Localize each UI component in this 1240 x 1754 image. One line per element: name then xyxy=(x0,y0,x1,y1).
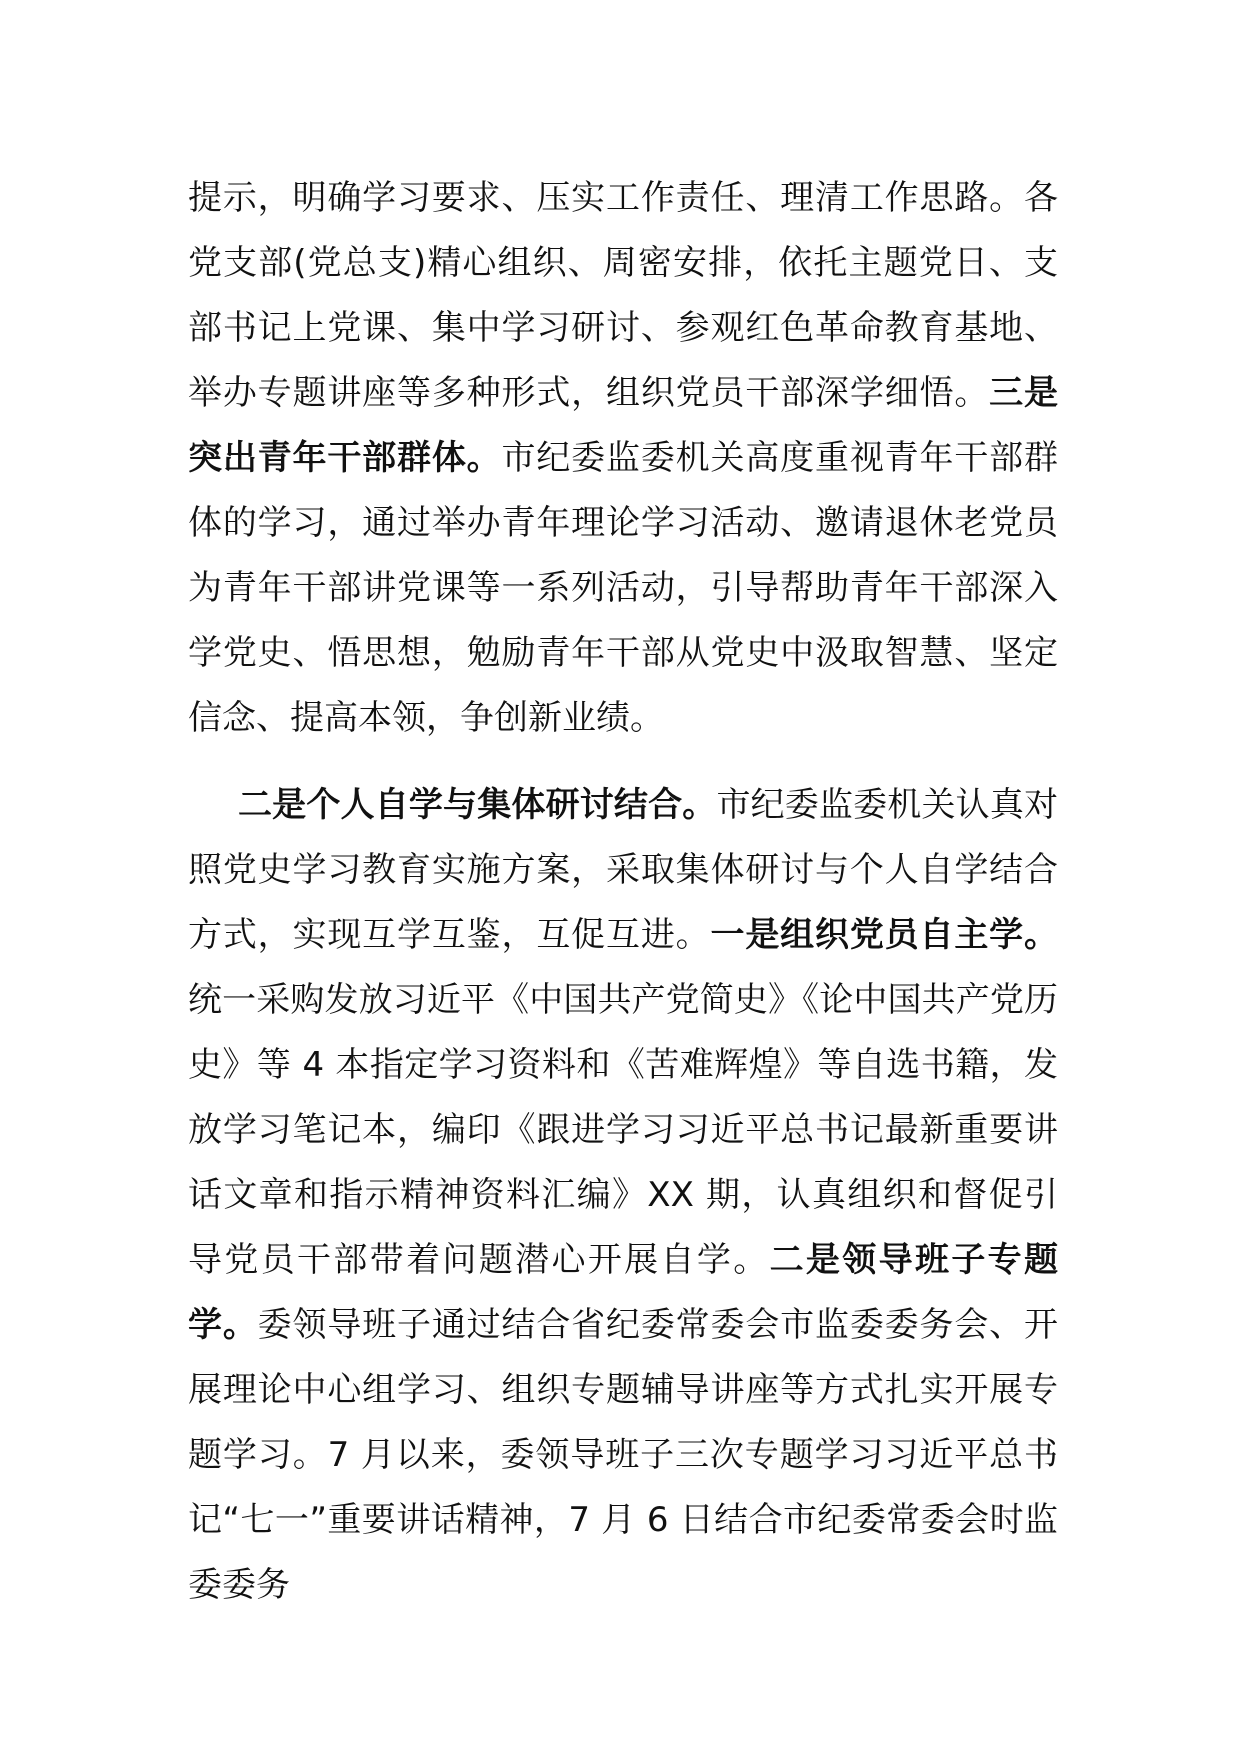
heading-run: 三是突出青年干部群体。 xyxy=(188,373,1059,478)
text-run: 委领导班子通过结合省纪委常委会市监委委务会、开展理论中心组学习、组织专题辅导讲座等方式扎实开展专题学习。7 月以来，委领导班子三次专题学习习近平总书记“七一”重要讲话精神，7 月 6 日结合市纪委常委会时监委委务 xyxy=(188,1305,1059,1605)
text-run: 提示，明确学习要求、压实工作责任、理清工作思路。各党支部(党总支)精心组织、周密安排，依托主题党日、支部书记上党课、集中学习研讨、参观红色革命教育基地、举办专题讲座等多种形式，组织党员干部深学细悟。 xyxy=(188,178,1058,413)
heading-run: 二是个人自学与集体研讨结合。 xyxy=(238,785,717,825)
text-run: 市纪委监委机关认真对照党史学习教育实施方案，采取集体研讨与个人自学结合方式，实现互学互鉴，互促互进。 xyxy=(188,785,1059,955)
paragraph-1 xyxy=(188,166,1058,751)
text-run: 市纪委监委机关高度重视青年干部群体的学习，通过举办青年理论学习活动、邀请退休老党员为青年干部讲党课等一系列活动，引导帮助青年干部深入学党史、悟思想，勉励青年干部从党史中汲取智慧、坚定信念、提高本领，争创新业绩。 xyxy=(188,438,1058,738)
paragraph-2 xyxy=(188,773,1058,1618)
document-page xyxy=(188,166,1058,1618)
heading-run: 一是组织党员自主学。 xyxy=(710,915,1058,955)
heading-run: 二是领导班子专题学。 xyxy=(188,1240,1059,1345)
text-run: 统一采购发放习近平《中国共产党简史》《论中国共产党历史》等 4 本指定学习资料和《苦难辉煌》等自选书籍，发放学习笔记本，编印《跟进学习习近平总书记最新重要讲话文章和指示精神资料汇编》XX 期，认真组织和督促引导党员干部带着问题潜心开展自学。 xyxy=(188,980,1058,1280)
